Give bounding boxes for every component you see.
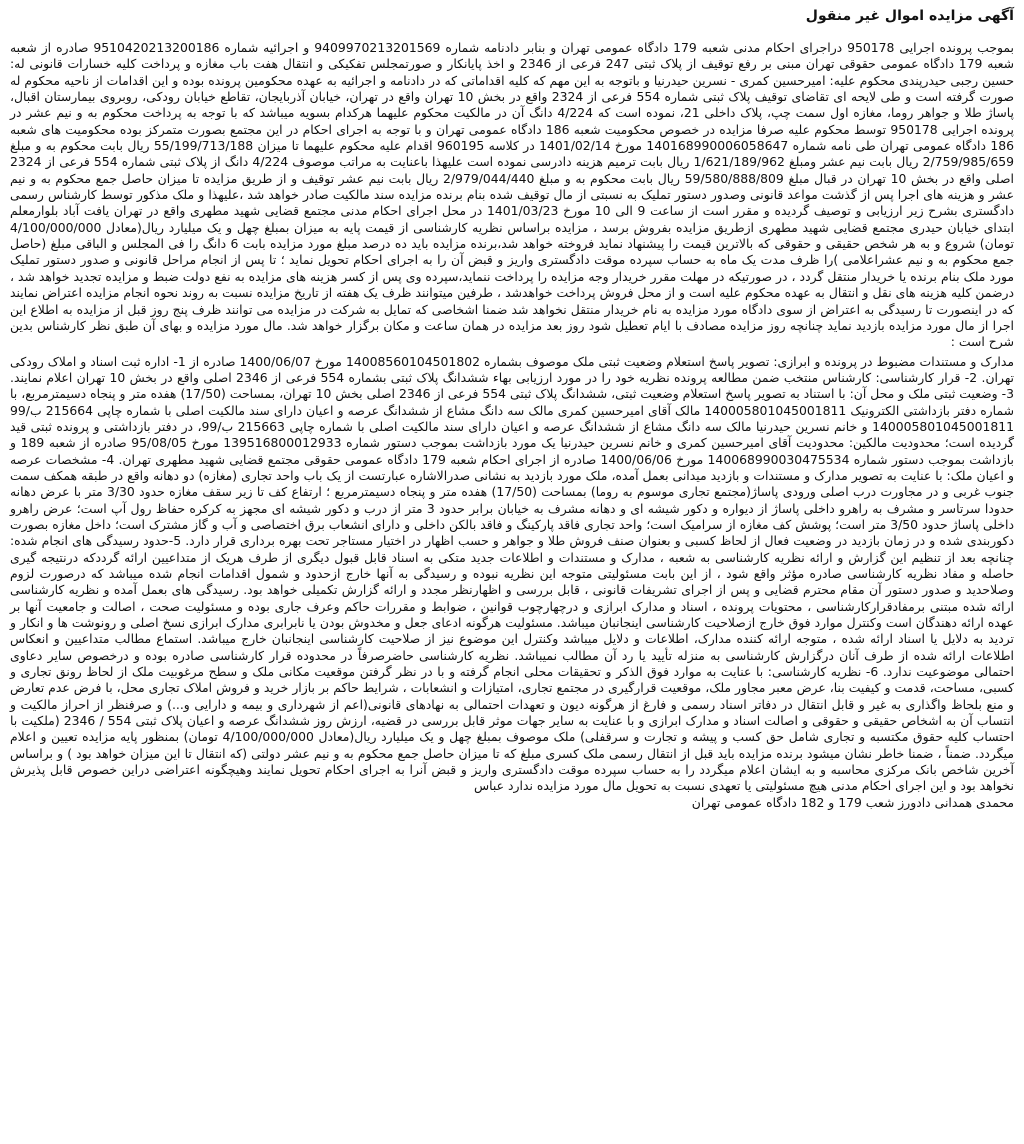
notice-paragraph-main: بموجب پرونده اجرایی 950178 دراجرای احکام مدنی شعبه 179 دادگاه عمومی تهران و بنابر دادنامه شماره 9409970213201569 و اجرائیه شماره 9510420213200186 صادره از شعبه شعبه 179 دادگاه عمومی حقوقی تهران مبنی بر رفع توقیف از پلاک ثبتی 247 فرعی از 2346 و اخذ پایانکار و صورتمجلس تفکیکی و انتقال هفت باب مغازه و پرداخت کلیه خسارات قانونی له: حسین رجبی حیدرپندی محکوم علیه: امیرحسین کمری - نسرین حیدرنیا و باتوجه به این مهم که کلیه اقداماتی که در دادنامه و اجرائیه به عهده محکومین پرونده بوده و این اقدامات از ناحیه محکوم له صورت گرفته است و طی لایحه ای تقاضای توقیف پلاک ثبتی شماره 554 فرعی از 2324 واقع در بخش 10 تهران واقع در تهران، خیابان آذربایجان، تقاطع خیابان رودکی، روبروی بیمارستان اقبال، پاساژ طلا و جواهر روما، مغازه اول سمت چپ، پلاک داخلی 21، نموده است که 4/224 دانگ آن در مالکیت محکوم علیهما هرکدام بسویه میباشد که با توجه به پرداخت محکوم به و نیم عشر در پرونده اجرایی 950178 توسط محکوم علیه صرفا مزایده در خصوص محکومیت شعبه 186 دادگاه عمومی تهران و با توجه به اجرای احکام در این مجتمع بصورت متمرکز بوده محکومیت های شعبه 186 دادگاه عمومی تهران طی نامه شماره 140168990006058647 مورخ 1401/02/14 در کلاسه 960195 اقدام علیه محکوم علیهما تا میزان 55/199/713/188 ریال بابت محکوم به و مبلغ 2/759/985/659 ریال بابت نیم عشر ومبلغ 1/621/189/962 ریال بابت ترمیم هزینه دادرسی نموده است علیهذا باعنایت به مراتب موصوف 4/224 دانگ از پلاک ثبتی شماره 554 فرعی از 2324 اصلی واقع در بخش 10 تهران در قبال مبلغ 59/580/888/809 ریال بابت محکوم به و مبلغ 2/979/044/440 ریال بابت نیم عشر توقیف و از طریق مزایده تا میزان حاصل جمع محکوم به و نیم عشر و هزینه های اجرا پس از گذشت مواعد قانونی وصدور دستور تملیک به نسبتی از مال توقیف شده بنام برنده مزایده سند مالکیت صادر خواهد شد ،علیهذا و ملک مذکور توسط کارشناس رسمی دادگستری بشرح زیر ارزیابی و توصیف گردیده و مقرر است از ساعت 9 الی 10 مورخ 1401/03/23 در محل اجرای احکام مدنی مجتمع قضایی شهید مطهری واقع در تهران یافت آباد بلوارمعلم ابتدای خیابان حیدری مجتمع قضایی شهید مطهری ازطریق مزایده بفروش برسد ، مزایده براساس نظریه کارشناسی از قیمت پایه به میزان بمبلغ چهل و یک میلیارد ریال(معادل 4/100/000/000 تومان) شروع و به هر شخص حقیقی و حقوقی که بالاترین قیمت را پیشنهاد نماید فروخته خواهد شد،برنده مزایده باید ده درصد مبلغ مورد مزایده بابت 6 دانگ را فی المجلس و الباقی مبلغ (حاصل جمع محکوم به و نیم عشراعلامی )را ظرف مدت یک ماه به حساب سپرده موقت دادگستری واریز و قبض آن را به اجرای احکام تحویل نماید ؛ تا پس از انجام مراحل قانونی و صدور دستور تملیک مورد ملک بنام برنده یا خریدار منتقل گردد ، در صورتیکه در مهلت مقرر خریدار وجه مزایده را پرداخت ننماید،سپرده وی پس از کسر هزینه های مزایده به نفع دولت ضبط و مزایده تجدید خواهد شد ، درضمن کلیه هزینه های نقل و انتقال به عهده محکوم علیه است و از محل فروش پرداخت خواهدشد ، طرفین میتوانند ظرف یک هفته از تاریخ مزایده نسبت به روند نحوه انجام مزایده اعتراض نمایند که در اینصورت تا رسیدگی به اعتراض از سوی دادگاه مورد مزایده به نام خریدار منتقل نخواهد شد ضمنا اشخاصی که تمایل به شرکت در مزایده می توانند ظرف پنج روز قبل از مزایده به اطلاع این اجرا از مال مورد مزایده بازدید نماید چنانچه روز مزایده مصادف با ایام تعطیل شود روز بعد مزایده در همان ساعت و مکان برگزار خواهد شد. مال مورد مزایده و بهای آن طبق نظر کارشناس بدین شرح است : (10, 40, 1015, 350)
notice-paragraph-details: مدارک و مستندات مضبوط در پرونده و ابرازی: تصویر پاسخ استعلام وضعیت ثبتی ملک موصوف بشماره 14008560104501802 مورخ 1400/06/07 صادره از 1- اداره ثبت اسناد و املاک رودکی تهران. 2- قرار کارشناسی: کارشناس منتخب ضمن مطالعه پرونده نظریه خود را در مورد ارزیابی بهاء ششدانگ پلاک ثبتی بشماره 554 فرعی از 2346 اصلی واقع در بخش 10 تهران اعلام نمایند. 3- وضعیت ثبتی ملک و محل آن: با استناد به تصویر پاسخ استعلام وضعیت ثبتی، ششدانگ پلاک ثبتی 554 فرعی از 2346 اصلی بخش 10 تهران، بمساحت (17/50) هفده متر و پنجاه دسیمترمربع، با شماره دفتر بازداشتی الکترونیک 140005801045001811 مالک آقای امیرحسین کمری مالک سه دانگ مشاع از ششدانگ عرصه و اعیان دارای سند مالکیت اصلی با شماره چاپی 215664 ب/99 140005801045001811 و خانم نسرین حیدرنیا مالک سه دانگ مشاع از ششدانگ عرصه و اعیان دارای سند مالکیت اصلی با شماره چاپی 215663 ب/99، در دفتر بازداشتی و پرونده ثبتی قید گردیده است؛ محدودیت مالکین: محدودیت آقای امیرحسین کمری و خانم نسرین حیدرنیا یک مورد بازداشت بموجب دستور شماره 139516800012933 مورخ 95/08/05 صادره از شعبه 189 و بازداشت بموجب دستور شماره 140068990030475534 مورخ 1400/06/06 صادره از اجرای احکام شعبه 179 دادگاه عمومی حقوقی مجتمع قضایی شهید مطهری تهران. 4- مشخصات عرصه و اعیان ملک: با عنایت به تصویر مدارک و مستندات و بازدید میدانی بعمل آمده، ملک مورد بازدید به نشانی صدرالاشاره عبارتست از یک باب واحد تجاری (مغازه) دو دهانه واقع در طبقه همکف سمت جنوب غربی و در مجاورت درب اصلی ورودی پاساژ(مجتمع تجاری موسوم به روما) بمساحت (17/50) هفده متر و پنجاه دسیمترمربع ؛ ارتفاع کف تا زیر سقف مغازه حدود 3/30 متر با عرض دهانه حدودا سرتاسر و مشرف به راهرو داخلی پاساژ از دیواره و دکور شیشه ای و دهانه مشرف به خیابان برابر حدود 3 متر از درب و دکور شیشه ای مجهز به کرکره حفاظ رول آپ است؛ عرض راهرو داخلی پاساژ حدود 3/50 متر است؛ پوشش کف مغازه از سرامیک است؛ واحد تجاری فاقد پارکینگ و فاقد بالکن داخلی و دارای انشعاب برق اختصاصی و آب و گاز مشترک است؛ داخل مغازه بصورت دکوربندی شده و در زمان بازدید در وضعیت فعال از لحاظ کسبی و بعنوان صنف فروش طلا و جواهر و حسب اظهار در اختیار مستاجر تحت بهره برداری قرار دارد. 5-حدود رسیدگی های انجام شده: چنانچه بعد از تنظیم این گزارش و ارائه نظریه کارشناسی به شعبه ، مدارک و مستندات و اطلاعات جدید متکی به اسناد قابل قبول دیگری از طرف هریک از متداعیین ارائه گرددکه درنتیجه گیری حاصله و مفاد نظریه کارشناسی صادره مؤثر واقع شود ، از این بابت مسئولیتی متوجه این نظریه نبوده و رسیدگی به آنها خارج ازحدود و شمول اقدامات انجام شده میباشد که درصورت لزوم وصلاحدید و صدور دستور آن مقام محترم قضایی و پس از اجرای تشریفات قانونی ، قابل بررسی و اظهارنظر مجدد و ارائه گزارش تکمیلی خواهد بود. رسیدگی های بعمل آمده و نظریه کارشناسی ارائه شده مبتنی برمفادقرارکارشناسی ، محتویات پرونده ، اسناد و مدارک ابرازی و درچهارچوب قوانین ، ضوابط و مقررات حاکم وعرف جاری بوده و مسئولیت صحت ، اصالت و جامعیت آنها بر عهده ارائه دهندگان است وکنترل موارد فوق خارج ازصلاحیت کارشناسی اینجانبان میباشد. مسئولیت هرگونه ادعای جعل و مخدوش بودن یا نابرابری مدارک ابرازی نسخ اصلی و رونوشت ها و انکار و تردید به دلایل یا اسناد ارائه شده ، متوجه ارائه کننده مدارک، اطلاعات و دلایل میباشد وکنترل این موضوع نیز از صلاحیت کارشناسی اینجانبان خارج میباشد. استماع مطالب متداعیین و انعکاس اطلاعات ارائه شده از طرف آنان درگزارش کارشناسی به منزله تأیید یا رد آن مطالب نمیباشد. نظریه کارشناسی حاضرصرفاً در محدوده قرار کارشناسی صادره بوده و درخصوص سایر دعاوی احتمالی موضوعیت ندارد. 6- نظریه کارشناسی: با عنایت به موارد فوق الذکر و تحقیقات محلی انجام گرفته و با در نظر گرفتن موقعیت مکانی ملک و سطح مرغوبیت ملک از لحاظ رونق تجاری و کسبی، مساحت، قدمت و کیفیت بنا، عرض معبر مجاور ملک، موقعیت قرارگیری در مجتمع تجاری، امتیازات و انشعابات ، شرایط حاکم بر بازار خرید و فروش املاک تجاری محل، با فرض عدم تعارض و منع بلحاظ واگذاری به غیر و قابل انتقال در دفاتر اسناد رسمی و فارغ از هرگونه دیون و تعهدات احتمالی به نهادهای قانونی(اعم از شهرداری و بیمه و دارایی و...) و صرفنظر از احراز مالکیت و انتساب آن به اشخاص حقیقی و حقوقی و اصالت اسناد و مدارک ابرازی و با عنایت به سایر جهات موثر قابل بررسی در قضیه، ارزش روز ششدانگ عرصه و اعیان پلاک ثبتی 554 / 2346 (ملکیت با احتساب کلیه حقوق مکتسبه و تجاری شامل حق کسب و پیشه و تجارت و سرقفلی) ملک موصوف بمبلغ چهل و یک میلیارد ریال(معادل 4/100/000/000 تومان) بمنظور پایه مزایده تعیین و اعلام میگردد. ضمناً ، ضمنا خاطر نشان میشود برنده مزایده باید قبل از انتقال رسمی ملک کسری مبلغ که تا میزان حاصل جمع محکوم به و نیم عشر دولتی (که انتقال تا این میزان خواهد بود ) و براساس آخرین شاخص بانک مرکزی محاسبه و به ایشان اعلام میگردد را به حساب سپرده موقت دادگستری واریز و قبض آنرا به اجرای احکام تحویل نمایند وهیچگونه اعتراضی دراین خصوص قابل پذیرش نخواهد بود و این اجرای احکام مدنی هیچ مسئولیتی یا تعهدی نسبت به تحویل مال مورد مزایده ندارد عباس (10, 353, 1015, 794)
notice-title: آگهی مزایده اموال غیر منقول (805, 8, 1014, 24)
notice-signature: محمدی همدانی دادورز شعب 179 و 182 دادگاه عمومی تهران (691, 794, 1014, 810)
